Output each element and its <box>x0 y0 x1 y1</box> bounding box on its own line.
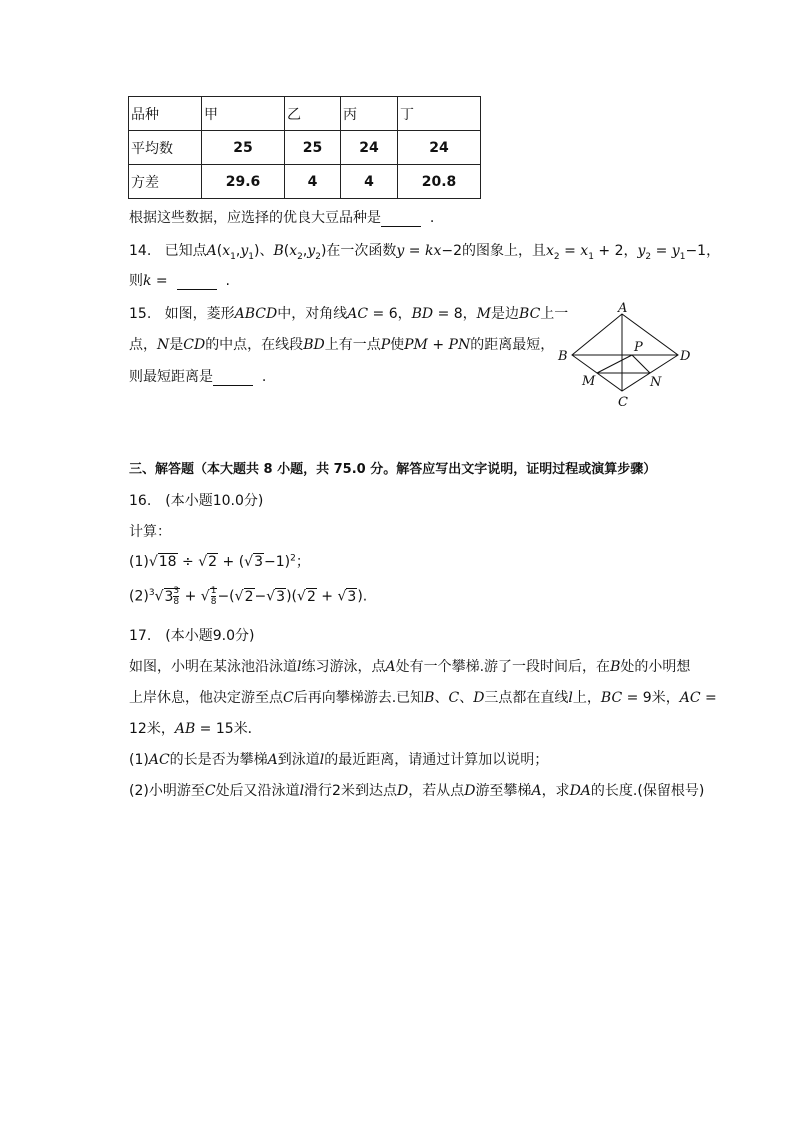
q17-text: 如图，小明在某泳池沿泳道 <box>129 659 297 675</box>
table-cell: 25 <box>285 131 341 165</box>
table-header-cell: 甲 <box>202 97 285 131</box>
q17-text: 到泳道 <box>277 752 320 768</box>
q17-text: 三点都在直线 <box>484 690 569 706</box>
q14-text: 的图象上，且 <box>462 243 547 259</box>
segment-pm <box>597 355 632 373</box>
answer-blank <box>213 369 253 386</box>
q14-text: 则 <box>129 273 143 289</box>
q17-part-1: (1)AC的长是否为攀梯A到泳道l的最近距离，请通过计算加以说明； <box>129 752 549 768</box>
q17-text: 上岸休息，他决定游至点 <box>129 690 283 706</box>
q17-text: 米， <box>651 690 680 706</box>
section-heading: 三、解答题（本大题共 8 小题，共 75.0 分。解答应写出文字说明，证明过程或演算步骤） <box>129 462 657 477</box>
label-a: A <box>618 301 628 316</box>
table-row <box>129 165 481 199</box>
label-b: B <box>558 349 568 364</box>
table-header-cell: 丙 <box>341 97 398 131</box>
label-n: N <box>650 375 662 390</box>
table-row-label: 方差 <box>129 165 202 199</box>
q17-text: 、 <box>459 690 474 706</box>
q15-text: 的距离最短， <box>470 337 555 353</box>
q14-text: 在一次函数 <box>326 243 397 259</box>
q15-text: 如图，菱形 <box>164 306 235 322</box>
table-header-cell: 乙 <box>285 97 341 131</box>
q14-text: ， <box>706 243 721 259</box>
q15-text: 使 <box>390 337 405 353</box>
q13-answer-line: 根据这些数据，应选择的优良大豆品种是 . <box>129 210 435 226</box>
q14-text: 、 <box>259 243 274 259</box>
q15-text: 是边 <box>491 306 520 322</box>
label-p: P <box>634 340 643 355</box>
q17-text: 游至攀梯 <box>475 783 532 799</box>
q17-text: 米， <box>146 721 175 737</box>
q14-line-2: 则k = . <box>129 273 230 289</box>
q15-text: 上一 <box>540 306 569 322</box>
q17-text: 的长度.(保留根号) <box>590 783 705 799</box>
table-cell: 24 <box>398 131 481 165</box>
q17-text: 处后又沿泳道 <box>215 783 300 799</box>
q15-text: ， <box>462 306 477 322</box>
label-m: M <box>582 374 596 389</box>
table-header-cell: 品种 <box>129 97 202 131</box>
q17-text: 的长是否为攀梯 <box>169 752 268 768</box>
table-row-label: 平均数 <box>129 131 202 165</box>
table-cell: 24 <box>341 131 398 165</box>
q15-line-2: 点，N是CD的中点，在线段BD上有一点P使PM + PN的距离最短， <box>129 337 555 353</box>
part-label: (2) <box>129 588 149 605</box>
q17-line-1: 如图，小明在某泳池沿泳道l练习游泳，点A处有一个攀梯.游了一段时间后，在B处的小明想 <box>129 659 691 675</box>
q15-text: 中，对角线 <box>277 306 348 322</box>
q15-text: 是 <box>169 337 184 353</box>
q17-text: 上， <box>572 690 601 706</box>
q17-text: (2)小明游至 <box>129 783 205 799</box>
q17-part-2: (2)小明游至C处后又沿泳道l滑行2米到达点D，若从点D游至攀梯A，求DA的长度.(保留根号) <box>129 783 705 799</box>
q14-line-1: 14. 已知点$A(x_1,y_1)$、$B(x_2,y_2)$在一次函数y = kx−2的图象上，且$x_2 = x_1 + 2$，$y_2 = y_1-1$， <box>129 243 721 262</box>
segment-pn <box>632 355 650 373</box>
q17-text: 、 <box>434 690 449 706</box>
part-label: (1) <box>129 554 149 570</box>
answer-blank <box>177 273 217 290</box>
q17-text: 后再向攀梯游去.已知 <box>293 690 425 706</box>
table-header-row <box>129 97 481 131</box>
q17-text: 的最近距离，请通过计算加以说明； <box>324 752 549 768</box>
q17-line-3: 12米，AB = 15米． <box>129 721 262 737</box>
q16-header: 16. (本小题10.0分) <box>129 493 264 509</box>
q15-line-3: 则最短距离是 . <box>129 369 267 385</box>
q17-text: ，求 <box>541 783 570 799</box>
q14-text: ， <box>623 243 638 259</box>
q16-intro: 计算： <box>129 524 171 540</box>
q17-text: 滑行2米到达点 <box>304 783 397 799</box>
q16-part-2: $(2)^3√3$ $\frac{3}{8}$ + √ $\frac{1}{8}$ −(√2−√3)(√2 + √3). <box>129 586 368 607</box>
q13-text: 根据这些数据，应选择的优良大豆品种是 <box>129 210 381 226</box>
table-cell: 4 <box>341 165 398 199</box>
answer-blank <box>381 210 421 227</box>
q17-text: 练习游泳，点 <box>301 659 386 675</box>
part-label: (1) <box>129 752 149 768</box>
table-row <box>129 131 481 165</box>
q17-header: 17. (本小题9.0分) <box>129 628 255 644</box>
table-cell: 20.8 <box>398 165 481 199</box>
q15-line-1: 15. 如图，菱形ABCD中，对角线AC = 6，BD = 8，M是边BC上一 <box>129 306 569 322</box>
table-cell: 4 <box>285 165 341 199</box>
data-table <box>128 96 481 199</box>
q17-text: 处有一个攀梯.游了一段时间后，在 <box>395 659 611 675</box>
q17-text: ，若从点 <box>408 783 465 799</box>
table-cell: 29.6 <box>202 165 285 199</box>
table-cell: 25 <box>202 131 285 165</box>
label-d: D <box>680 349 691 364</box>
q17-line-2: 上岸休息，他决定游至点C后再向攀梯游去.已知B、C、D三点都在直线l上，BC = 9米，AC = <box>129 690 717 706</box>
rhombus-figure <box>556 300 696 410</box>
q17-text: 米． <box>233 721 262 737</box>
q15-text: 的中点，在线段 <box>205 337 304 353</box>
q15-text: 点， <box>129 337 157 353</box>
q14-text: 已知点 <box>164 243 207 259</box>
q15-text: 上有一点 <box>324 337 381 353</box>
label-c: C <box>618 395 628 410</box>
q15-text: 则最短距离是 <box>129 369 213 385</box>
table-header-cell: 丁 <box>398 97 481 131</box>
question-number: 15. <box>129 306 152 322</box>
q17-text: 处的小明想 <box>620 659 691 675</box>
question-number: 14. <box>129 243 152 259</box>
q15-text: ， <box>397 306 412 322</box>
q16-part-1: $(1)√18 \div √2 + (√3-1)^2$； <box>129 553 310 570</box>
